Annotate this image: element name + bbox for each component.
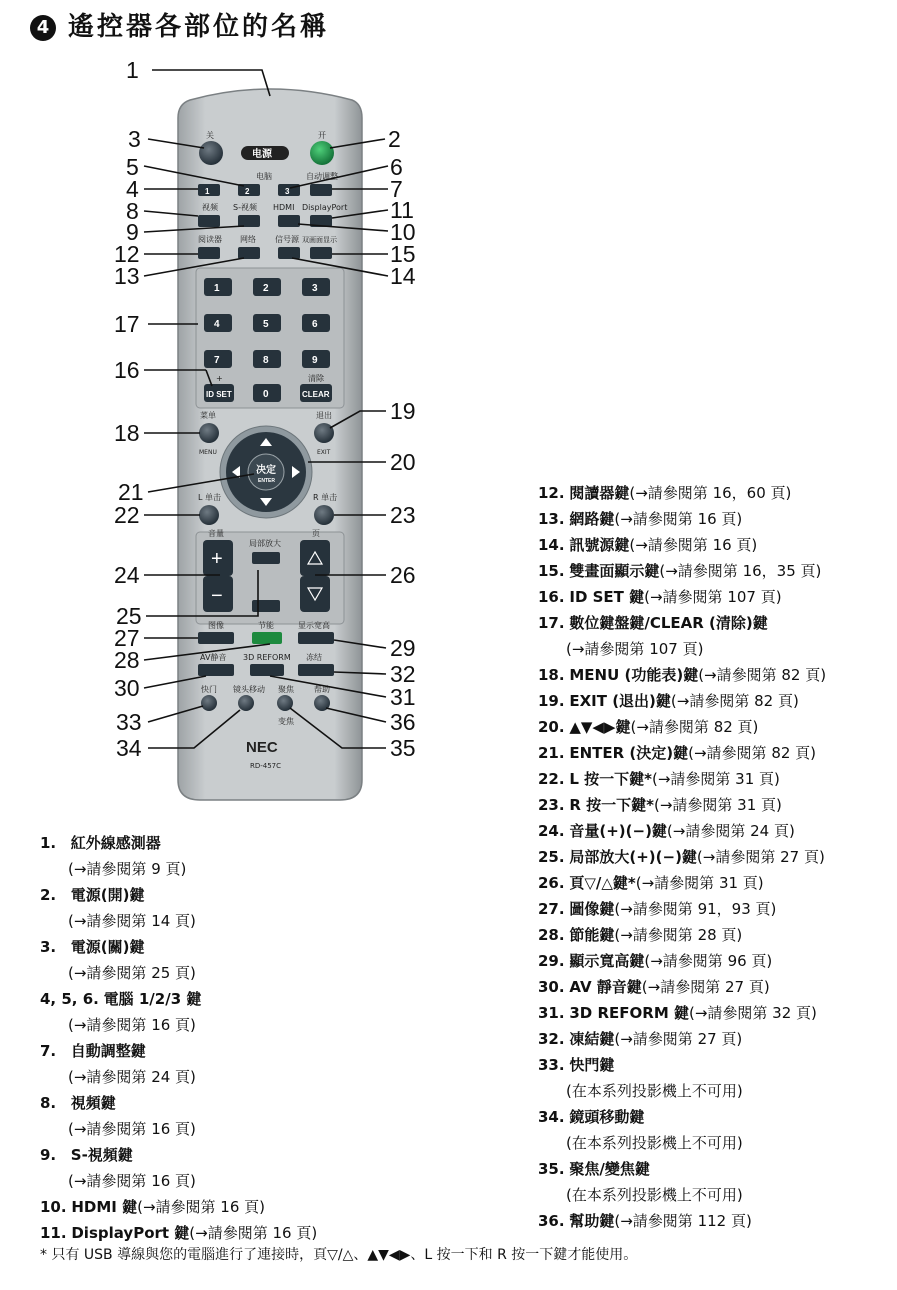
eco-label: 节能 <box>258 621 274 630</box>
list-item <box>40 882 317 908</box>
item-number: 10. <box>40 1198 67 1216</box>
item-number: 35. <box>538 1160 565 1178</box>
l-click-button[interactable] <box>199 505 219 525</box>
callout-22: 22 <box>114 502 140 528</box>
list-item <box>40 1038 317 1064</box>
power-off-button[interactable] <box>199 141 223 165</box>
item-name: S-視頻鍵 <box>70 1146 133 1164</box>
item-name: ID SET 鍵 <box>569 588 645 606</box>
callout-25: 25 <box>116 603 142 629</box>
item-name: 幫助鍵 <box>569 1212 615 1230</box>
callout-26: 26 <box>390 562 416 588</box>
key-4-text: 4 <box>214 319 220 330</box>
list-item <box>538 532 826 558</box>
list-item <box>538 558 826 584</box>
id-set-text: ID SET <box>206 390 232 399</box>
item-name: 視頻鍵 <box>70 1094 116 1112</box>
zoom-out-button[interactable] <box>252 600 280 612</box>
item-reference: (在本系列投影機上不可用) <box>566 1134 743 1152</box>
item-name: R 按一下鍵* <box>569 796 654 814</box>
item-reference: (→請參閱第 25 頁) <box>68 964 196 982</box>
list-item <box>538 1026 826 1052</box>
item-name: ENTER (決定)鍵 <box>569 744 689 762</box>
3d-reform-button[interactable] <box>250 664 284 676</box>
item-reference: (→請參閱第 107 頁) <box>566 640 704 658</box>
item-reference: (→請參閱第 112 頁) <box>614 1212 752 1230</box>
item-number: 23. <box>538 796 565 814</box>
callout-8: 8 <box>126 198 139 224</box>
item-reference: (→請參閱第 31 頁) <box>651 770 780 788</box>
zoom2-label: 变焦 <box>278 717 294 726</box>
r-click-label: R 单击 <box>313 493 338 502</box>
item-number: 8. <box>40 1094 57 1112</box>
item-name: 凍結鍵 <box>569 1030 615 1048</box>
callout-5: 5 <box>126 154 139 180</box>
item-reference: (→請參閱第 31 頁) <box>653 796 782 814</box>
list-item <box>538 974 826 1000</box>
list-item <box>538 818 826 844</box>
list-item <box>538 922 826 948</box>
callout-9: 9 <box>126 219 139 245</box>
item-name: 訊號源鍵 <box>569 536 630 554</box>
list-item <box>538 948 826 974</box>
item-number: 1. <box>40 834 57 852</box>
item-number: 20. <box>538 718 565 736</box>
item-number: 25. <box>538 848 565 866</box>
list-item <box>538 662 826 688</box>
auto-adjust-button[interactable] <box>310 184 332 196</box>
menu-label: MENU <box>199 449 217 456</box>
item-number: 14. <box>538 536 565 554</box>
item-name: DisplayPort 鍵 <box>71 1224 190 1242</box>
hdmi-button[interactable] <box>278 215 300 227</box>
reader-label: 阅读器 <box>198 235 222 244</box>
exit-label: EXIT <box>317 449 331 456</box>
dual-picture-button[interactable] <box>310 247 332 259</box>
item-reference: (→請參閱第 27 頁) <box>641 978 770 996</box>
aspect-label: 显示宽高 <box>298 621 330 630</box>
callout-24: 24 <box>114 562 140 588</box>
section-number: 4 <box>30 15 56 41</box>
item-number: 22. <box>538 770 565 788</box>
callout-36: 36 <box>390 709 416 735</box>
menu-button[interactable] <box>199 423 219 443</box>
item-reference: (→請參閱第 82 頁) <box>688 744 817 762</box>
item-name: 電源(關)鍵 <box>70 938 145 956</box>
key-3-text: 3 <box>312 283 318 294</box>
item-number: 34. <box>538 1108 565 1126</box>
model-label: RD-457C <box>250 762 282 770</box>
item-name: 電腦 1/2/3 鍵 <box>103 990 202 1008</box>
item-number: 19. <box>538 692 565 710</box>
page-down-button[interactable] <box>300 576 330 612</box>
item-name: 顯示寬高鍵 <box>569 952 645 970</box>
network-label: 网络 <box>240 235 256 244</box>
callout-3: 3 <box>128 126 141 152</box>
title-text: 遙控器各部位的名稱 <box>68 12 330 42</box>
list-item <box>40 1090 317 1116</box>
item-number: 4, 5, 6. <box>40 990 99 1008</box>
callout-18: 18 <box>114 420 140 446</box>
list-item <box>538 792 826 818</box>
list-item <box>538 896 826 922</box>
item-reference: (在本系列投影機上不可用) <box>566 1082 743 1100</box>
list-item <box>538 1156 826 1182</box>
reader-button[interactable] <box>198 247 220 259</box>
list-item <box>538 870 826 896</box>
power-on-button[interactable] <box>310 141 334 165</box>
enter-label: ENTER <box>258 478 275 484</box>
video-button[interactable] <box>198 215 220 227</box>
list-item <box>538 688 826 714</box>
item-number: 31. <box>538 1004 565 1022</box>
list-item <box>538 610 826 636</box>
callout-1: 1 <box>126 57 139 83</box>
enter-cn-label: 决定 <box>256 465 276 476</box>
list-item <box>40 934 317 960</box>
item-number: 12. <box>538 484 565 502</box>
item-number: 28. <box>538 926 565 944</box>
footnote: * 只有 USB 導線與您的電腦進行了連接時，頁▽/△、▲▼◀▶、L 按一下和 R 按一下鍵才能使用。 <box>40 1247 638 1263</box>
item-reference: (→請參閱第 16 頁) <box>189 1224 318 1242</box>
callout-7: 7 <box>390 176 403 202</box>
callout-13: 13 <box>114 263 140 289</box>
item-reference: (→請參閱第 91，93 頁) <box>614 900 777 918</box>
svg-text:+: + <box>211 548 223 570</box>
item-number: 7. <box>40 1042 57 1060</box>
list-item <box>538 714 826 740</box>
svideo-label: S-视频 <box>233 203 257 212</box>
item-reference: (→請參閱第 27 頁) <box>696 848 825 866</box>
item-name: L 按一下鍵* <box>569 770 652 788</box>
callout-16: 16 <box>114 357 140 383</box>
list-item <box>538 1052 826 1078</box>
displayport-label: DisplayPort <box>302 203 348 212</box>
freeze-button[interactable] <box>298 664 334 676</box>
callout-17: 17 <box>114 311 140 337</box>
exit-cn-label: 退出 <box>316 411 332 420</box>
av-mute-button[interactable] <box>198 664 234 676</box>
item-name: 自動調整鍵 <box>70 1042 146 1060</box>
key-2-text: 2 <box>263 283 269 294</box>
list-item <box>538 1000 826 1026</box>
callout-15: 15 <box>390 241 416 267</box>
item-number: 15. <box>538 562 565 580</box>
auto-adjust-label: 自动调整 <box>306 172 338 181</box>
av-mute-label: AV静音 <box>200 653 227 662</box>
callout-27: 27 <box>114 625 140 651</box>
item-reference: (→請參閱第 82 頁) <box>630 718 759 736</box>
item-number: 27. <box>538 900 565 918</box>
item-name: 聚焦/變焦鍵 <box>569 1160 650 1178</box>
item-name: 鏡頭移動鍵 <box>569 1108 645 1126</box>
item-name: 閱讀器鍵 <box>569 484 630 502</box>
l-click-label: L 单击 <box>198 493 221 502</box>
item-number: 21. <box>538 744 565 762</box>
source-label: 信号源 <box>275 235 299 244</box>
computer-2-text: 2 <box>245 187 250 196</box>
callout-29: 29 <box>390 635 416 661</box>
item-reference: (→請參閱第 96 頁) <box>644 952 773 970</box>
computer-1-text: 1 <box>205 187 210 196</box>
callout-30: 30 <box>114 675 140 701</box>
callout-20: 20 <box>390 449 416 475</box>
aspect-button[interactable] <box>298 632 334 644</box>
list-item <box>538 1104 826 1130</box>
item-number: 24. <box>538 822 565 840</box>
item-number: 11. <box>40 1224 67 1242</box>
computer-3-text: 3 <box>285 187 290 196</box>
key-8-text: 8 <box>263 355 269 366</box>
video-label: 视频 <box>202 203 218 212</box>
item-name: 頁▽/△鍵* <box>569 874 636 892</box>
zoom-in-button[interactable] <box>252 552 280 564</box>
item-name: 圖像鍵 <box>569 900 615 918</box>
item-reference: (→請參閱第 16 頁) <box>68 1172 196 1190</box>
lens-shift-button[interactable] <box>238 695 254 711</box>
plus-label: + <box>216 374 223 383</box>
item-reference: (→請參閱第 9 頁) <box>68 860 187 878</box>
item-reference: (→請參閱第 16 頁) <box>137 1198 266 1216</box>
callout-21: 21 <box>118 479 144 505</box>
power-off-label: 关 <box>206 131 214 140</box>
list-item <box>40 1142 317 1168</box>
item-reference: (→請參閱第 31 頁) <box>635 874 764 892</box>
item-name: 紅外線感測器 <box>70 834 161 852</box>
item-name: 3D REFORM 鍵 <box>569 1004 689 1022</box>
callout-4: 4 <box>126 176 139 202</box>
list-item <box>40 830 317 856</box>
callout-23: 23 <box>390 502 416 528</box>
item-name: 電源(開)鍵 <box>70 886 145 904</box>
item-reference: (→請參閱第 82 頁) <box>670 692 799 710</box>
item-number: 17. <box>538 614 565 632</box>
list-item <box>40 986 317 1012</box>
right-description-list <box>538 480 826 1234</box>
item-number: 3. <box>40 938 57 956</box>
clear-cn-label: 清除 <box>308 374 324 383</box>
page-up-button[interactable] <box>300 540 330 576</box>
svg-text:−: − <box>211 585 223 607</box>
help-label: 帮助 <box>314 685 330 694</box>
callout-11: 11 <box>390 197 414 223</box>
power-label: 电源 <box>252 149 272 160</box>
item-number: 16. <box>538 588 565 606</box>
item-number: 9. <box>40 1146 57 1164</box>
item-number: 29. <box>538 952 565 970</box>
list-item <box>538 766 826 792</box>
network-button[interactable] <box>238 247 260 259</box>
item-reference: (→請參閱第 16 頁) <box>614 510 743 528</box>
volume-label: 音量 <box>208 529 224 538</box>
eco-button[interactable] <box>252 632 282 644</box>
item-reference: (→請參閱第 28 頁) <box>614 926 743 944</box>
key-0-text: 0 <box>263 389 269 400</box>
reform-label: 3D REFORM <box>243 653 291 662</box>
item-number: 33. <box>538 1056 565 1074</box>
list-item <box>40 1194 317 1220</box>
callout-10: 10 <box>390 219 416 245</box>
freeze-label: 冻结 <box>306 653 322 662</box>
picture-button[interactable] <box>198 632 234 644</box>
item-name: MENU (功能表)鍵 <box>569 666 699 684</box>
key-7-text: 7 <box>214 355 220 366</box>
exit-button[interactable] <box>314 423 334 443</box>
callout-14: 14 <box>390 263 416 289</box>
item-name: 快門鍵 <box>569 1056 615 1074</box>
brand-logo: NEC <box>246 739 278 756</box>
item-name: 網路鍵 <box>569 510 615 528</box>
item-name: EXIT (退出)鍵 <box>569 692 671 710</box>
item-reference: (→請參閱第 24 頁) <box>68 1068 196 1086</box>
item-name: AV 靜音鍵 <box>569 978 642 996</box>
callout-2: 2 <box>388 126 401 152</box>
item-number: 32. <box>538 1030 565 1048</box>
lens-shift-label: 镜头移动 <box>233 685 265 694</box>
list-item <box>538 480 826 506</box>
hdmi-label: HDMI <box>273 203 295 212</box>
dual-label: 双画面显示 <box>302 236 337 244</box>
list-item <box>538 1208 826 1234</box>
list-item <box>538 740 826 766</box>
clear-text: CLEAR <box>302 390 330 399</box>
item-reference: (→請參閱第 24 頁) <box>666 822 795 840</box>
item-name: 局部放大(+)(−)鍵 <box>569 848 697 866</box>
svideo-button[interactable] <box>238 215 260 227</box>
shutter-button[interactable] <box>201 695 217 711</box>
item-reference: (→請參閱第 16 頁) <box>68 1016 196 1034</box>
key-9-text: 9 <box>312 355 318 366</box>
item-number: 36. <box>538 1212 565 1230</box>
item-reference: (→請參閱第 82 頁) <box>698 666 827 684</box>
picture-label: 图像 <box>208 621 224 630</box>
callout-19: 19 <box>390 398 416 424</box>
item-name: 數位鍵盤鍵/CLEAR (清除)鍵 <box>569 614 768 632</box>
callout-12: 12 <box>114 241 140 267</box>
list-item <box>538 584 826 610</box>
power-on-label: 开 <box>318 131 326 140</box>
item-reference: (→請參閱第 32 頁) <box>688 1004 817 1022</box>
item-name: 節能鍵 <box>569 926 615 944</box>
key-1-text: 1 <box>214 283 220 294</box>
item-number: 2. <box>40 886 57 904</box>
r-click-button[interactable] <box>314 505 334 525</box>
item-name: 音量(+)(−)鍵 <box>569 822 667 840</box>
item-reference: (→請參閱第 16，60 頁) <box>629 484 792 502</box>
shutter-label: 快门 <box>201 685 217 694</box>
key-5-text: 5 <box>263 319 269 330</box>
source-button[interactable] <box>278 247 300 259</box>
item-number: 30. <box>538 978 565 996</box>
key-6-text: 6 <box>312 319 318 330</box>
callout-35: 35 <box>390 735 416 761</box>
callout-28: 28 <box>114 647 140 673</box>
item-reference: (→請參閱第 16，35 頁) <box>659 562 822 580</box>
item-number: 26. <box>538 874 565 892</box>
list-item <box>538 844 826 870</box>
callout-33: 33 <box>116 709 142 735</box>
menu-cn-label: 菜单 <box>200 411 216 420</box>
callout-34: 34 <box>116 735 142 761</box>
item-reference: (→請參閱第 107 頁) <box>644 588 782 606</box>
item-reference: (→請參閱第 16 頁) <box>629 536 758 554</box>
item-reference: (→請參閱第 16 頁) <box>68 1120 196 1138</box>
item-reference: (→請參閱第 27 頁) <box>614 1030 743 1048</box>
page-label: 页 <box>312 529 320 538</box>
left-description-list <box>40 830 317 1246</box>
item-reference: (→請參閱第 14 頁) <box>68 912 196 930</box>
item-name: ▲▼◀▶鍵 <box>569 718 631 736</box>
list-item <box>538 506 826 532</box>
item-number: 18. <box>538 666 565 684</box>
computer-label: 电脑 <box>256 172 272 181</box>
item-name: 雙畫面顯示鍵 <box>569 562 660 580</box>
item-name: HDMI 鍵 <box>71 1198 138 1216</box>
focus-label: 聚焦 <box>278 685 294 694</box>
callout-32: 32 <box>390 661 416 687</box>
callout-31: 31 <box>390 684 416 710</box>
list-item <box>40 1220 317 1246</box>
item-number: 13. <box>538 510 565 528</box>
callout-6: 6 <box>390 154 403 180</box>
item-reference: (在本系列投影機上不可用) <box>566 1186 743 1204</box>
zoom-label: 局部放大 <box>249 539 281 548</box>
